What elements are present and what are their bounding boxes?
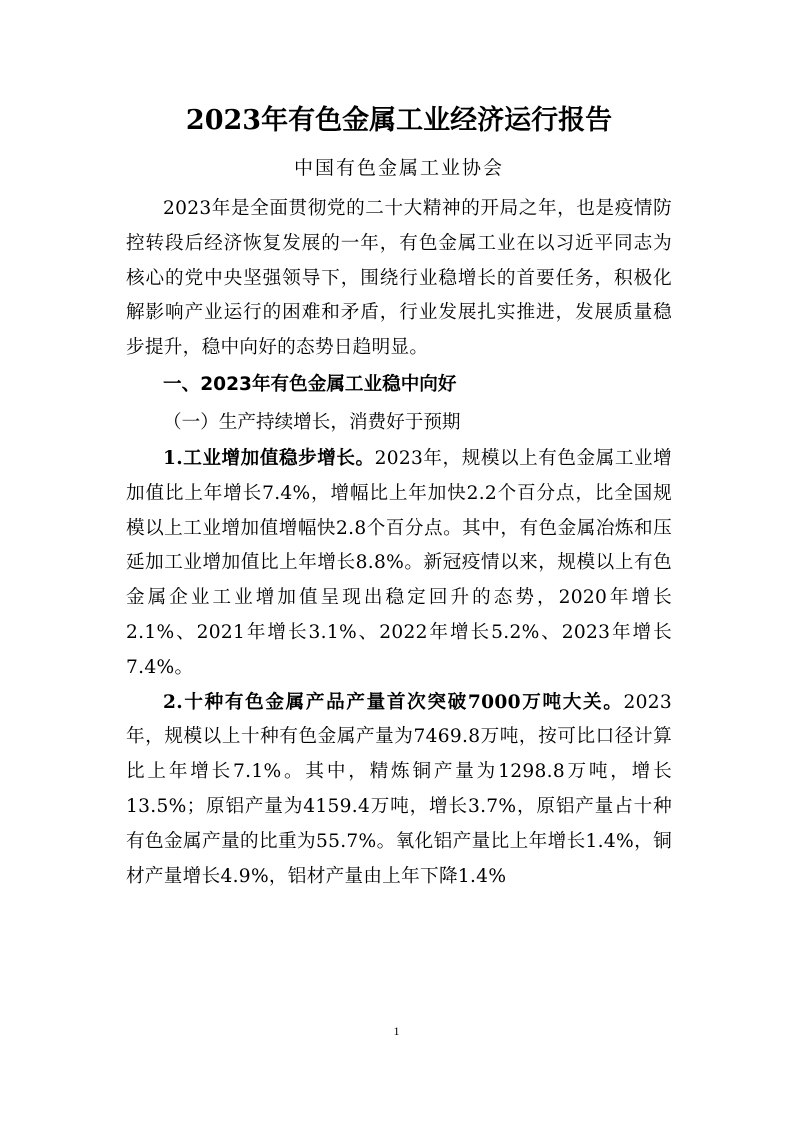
page-content	[126, 92, 672, 894]
section-heading-1: 一、2023年有色金属工业稳中向好	[163, 373, 457, 395]
organization-name: 中国有色金属工业协会	[293, 157, 504, 179]
intro-paragraph: 2023年是全面贯彻党的二十大精神的开局之年，也是疫情防控转段后经济恢复发展的一年，有色金属工业在以习近平同志为核心的党中央坚强领导下，围绕行业稳增长的首要任务，积极化解影响产业运行的困难和矛盾，行业发展扎实推进，发展质量稳步提升，稳中向好的态势日趋明显。	[126, 198, 672, 359]
item-2-text: 2023年，规模以上十种有色金属产量为7469.8万吨，按可比口径计算比上年增长7.1%。其中，精炼铜产量为1298.8万吨，增长13.5%；原铝产量为4159.4万吨，增长3.7%，原铝产量占十种有色金属产量的比重为55.7%。氧化铝产量比上年增长1.4%，铜材产量增长4.9%，铝材产量由上年下降1.4%	[126, 691, 672, 887]
item-1-paragraph	[126, 442, 672, 686]
item-1-lead: 1.工业增加值稳步增长。	[163, 447, 375, 469]
item-2-lead: 2.十种有色金属产品产量首次突破7000万吨大关。	[163, 691, 624, 713]
item-1-text: 2023年，规模以上有色金属工业增加值比上年增长7.4%，增幅比上年加快2.2个百分点，比全国规模以上工业增加值增幅快2.8个百分点。其中，有色金属冶炼和压延加工业增加值比上年增长8.8%。新冠疫情以来，规模以上有色金属企业工业增加值呈现出稳定回升的态势，2020年增长2.1%、2021年增长3.1%、2022年增长5.2%、2023年增长7.4%。	[126, 447, 672, 678]
subsection-heading-1: （一）生产持续增长，消费好于预期	[163, 411, 461, 433]
page-number: 1	[393, 1024, 400, 1038]
item-2-paragraph	[126, 686, 672, 895]
document-title: 2023年有色金属工业经济运行报告	[185, 105, 613, 136]
